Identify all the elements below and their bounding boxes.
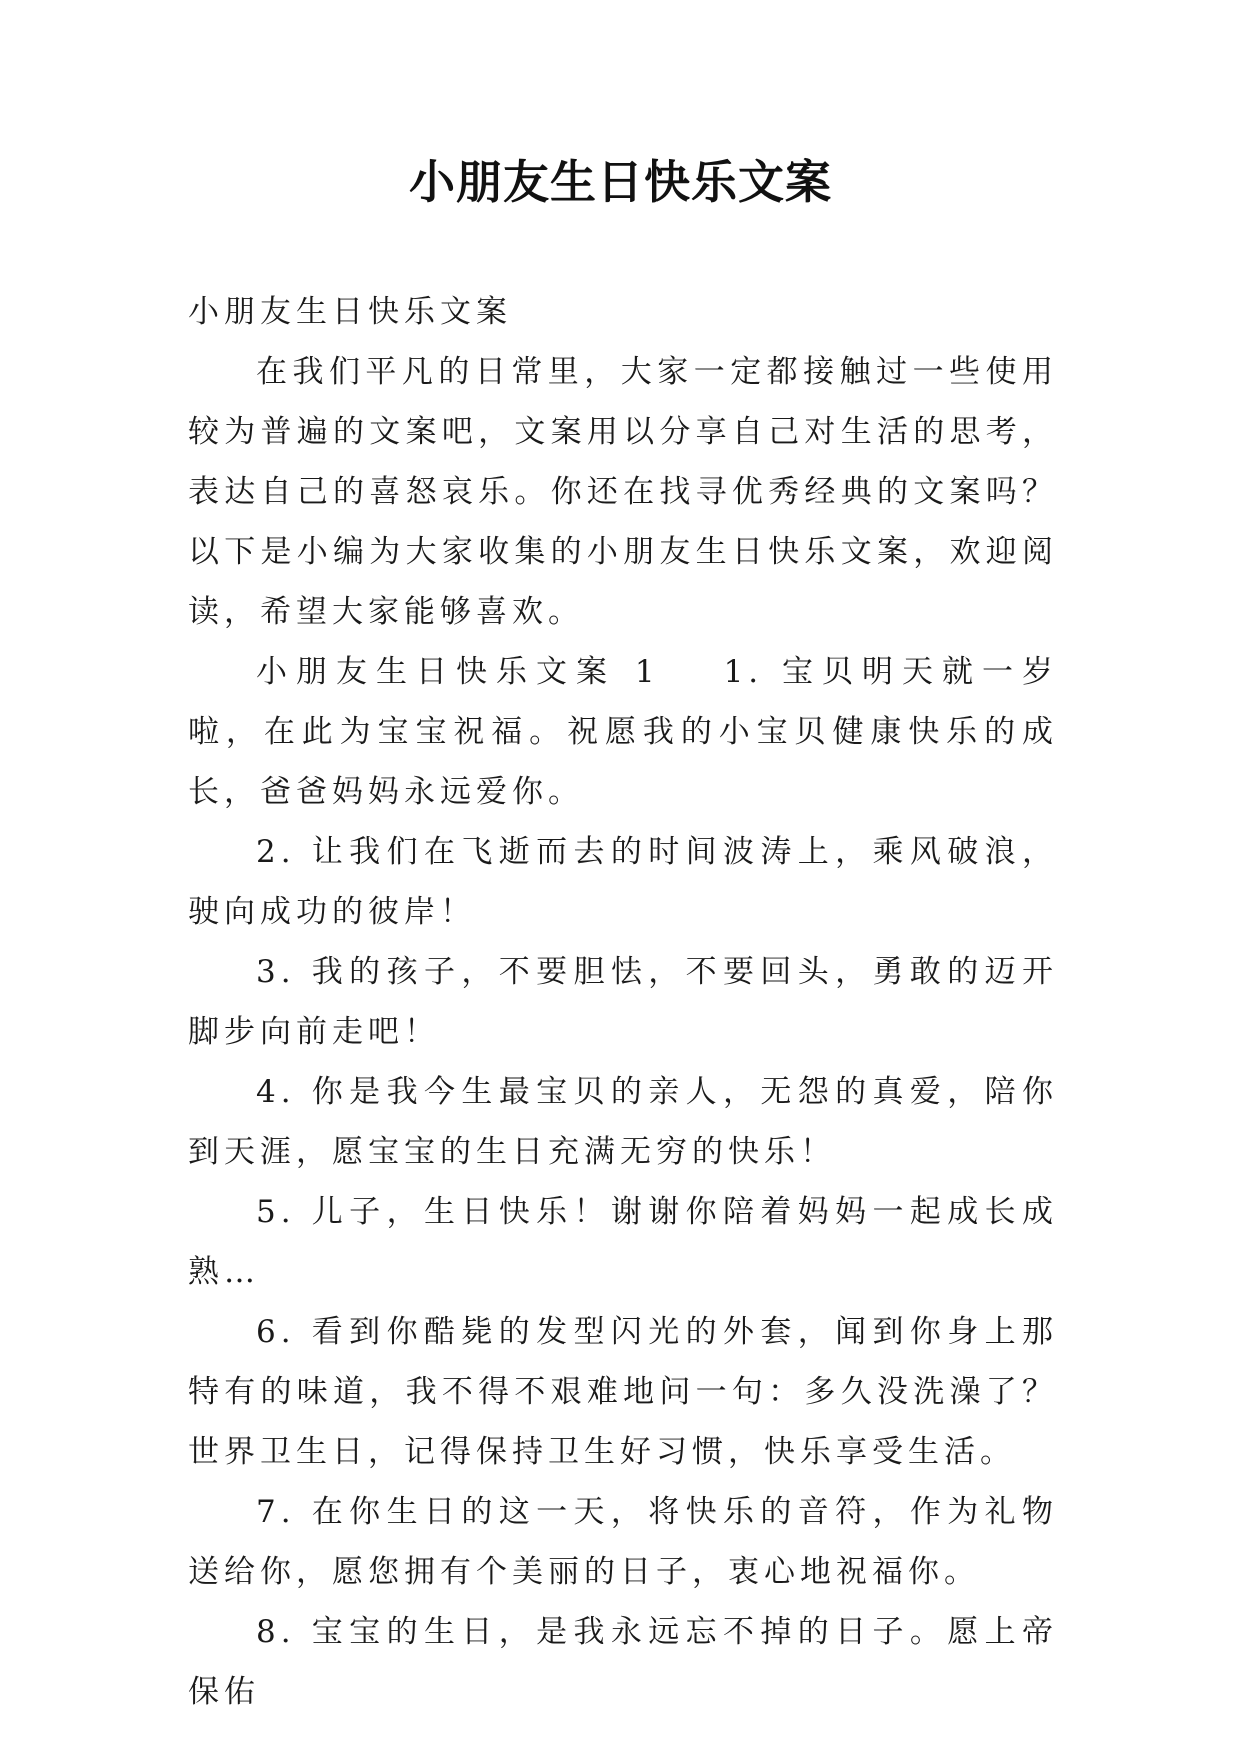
list-item: 2. 让我们在飞逝而去的时间波涛上，乘风破浪，驶向成功的彼岸！ bbox=[188, 834, 1058, 930]
list-item: 6. 看到你酷毙的发型闪光的外套，闻到你身上那特有的味道，我不得不艰难地问一句：多久没洗澡了？世界卫生日，记得保持卫生好习惯，快乐享受生活。 bbox=[188, 1314, 1058, 1470]
list-item: 4. 你是我今生最宝贝的亲人，无怨的真爱，陪你到天涯，愿宝宝的生日充满无穷的快乐！ bbox=[188, 1074, 1058, 1170]
list-item: 8. 宝宝的生日，是我永远忘不掉的日子。愿上帝保佑 bbox=[188, 1614, 1058, 1710]
intro-paragraph: 在我们平凡的日常里，大家一定都接触过一些使用较为普遍的文案吧，文案用以分享自己对生活的思考，表达自己的喜怒哀乐。你还在找寻优秀经典的文案吗？以下是小编为大家收集的小朋友生日快乐文案，欢迎阅读，希望大家能够喜欢。 bbox=[188, 354, 1058, 630]
list-item: 3. 我的孩子，不要胆怯，不要回头，勇敢的迈开脚步向前走吧！ bbox=[188, 954, 1058, 1050]
document-title: 小朋友生日快乐文案 bbox=[409, 155, 832, 209]
document-body bbox=[188, 282, 1058, 1722]
section-first-paragraph bbox=[188, 642, 1058, 822]
list-item: 7. 在你生日的这一天，将快乐的音符，作为礼物送给你，愿您拥有个美丽的日子，衷心地祝福你。 bbox=[188, 1494, 1058, 1590]
section-title: 小朋友生日快乐文案 1 bbox=[256, 654, 660, 690]
list-item: 5. 儿子，生日快乐！谢谢你陪着妈妈一起成长成熟… bbox=[188, 1194, 1058, 1290]
subheading: 小朋友生日快乐文案 bbox=[188, 294, 512, 330]
list-item: 1. 宝贝明天就一岁啦，在此为宝宝祝福。祝愿我的小宝贝健康快乐的成长，爸爸妈妈永远爱你。 bbox=[188, 654, 1059, 810]
